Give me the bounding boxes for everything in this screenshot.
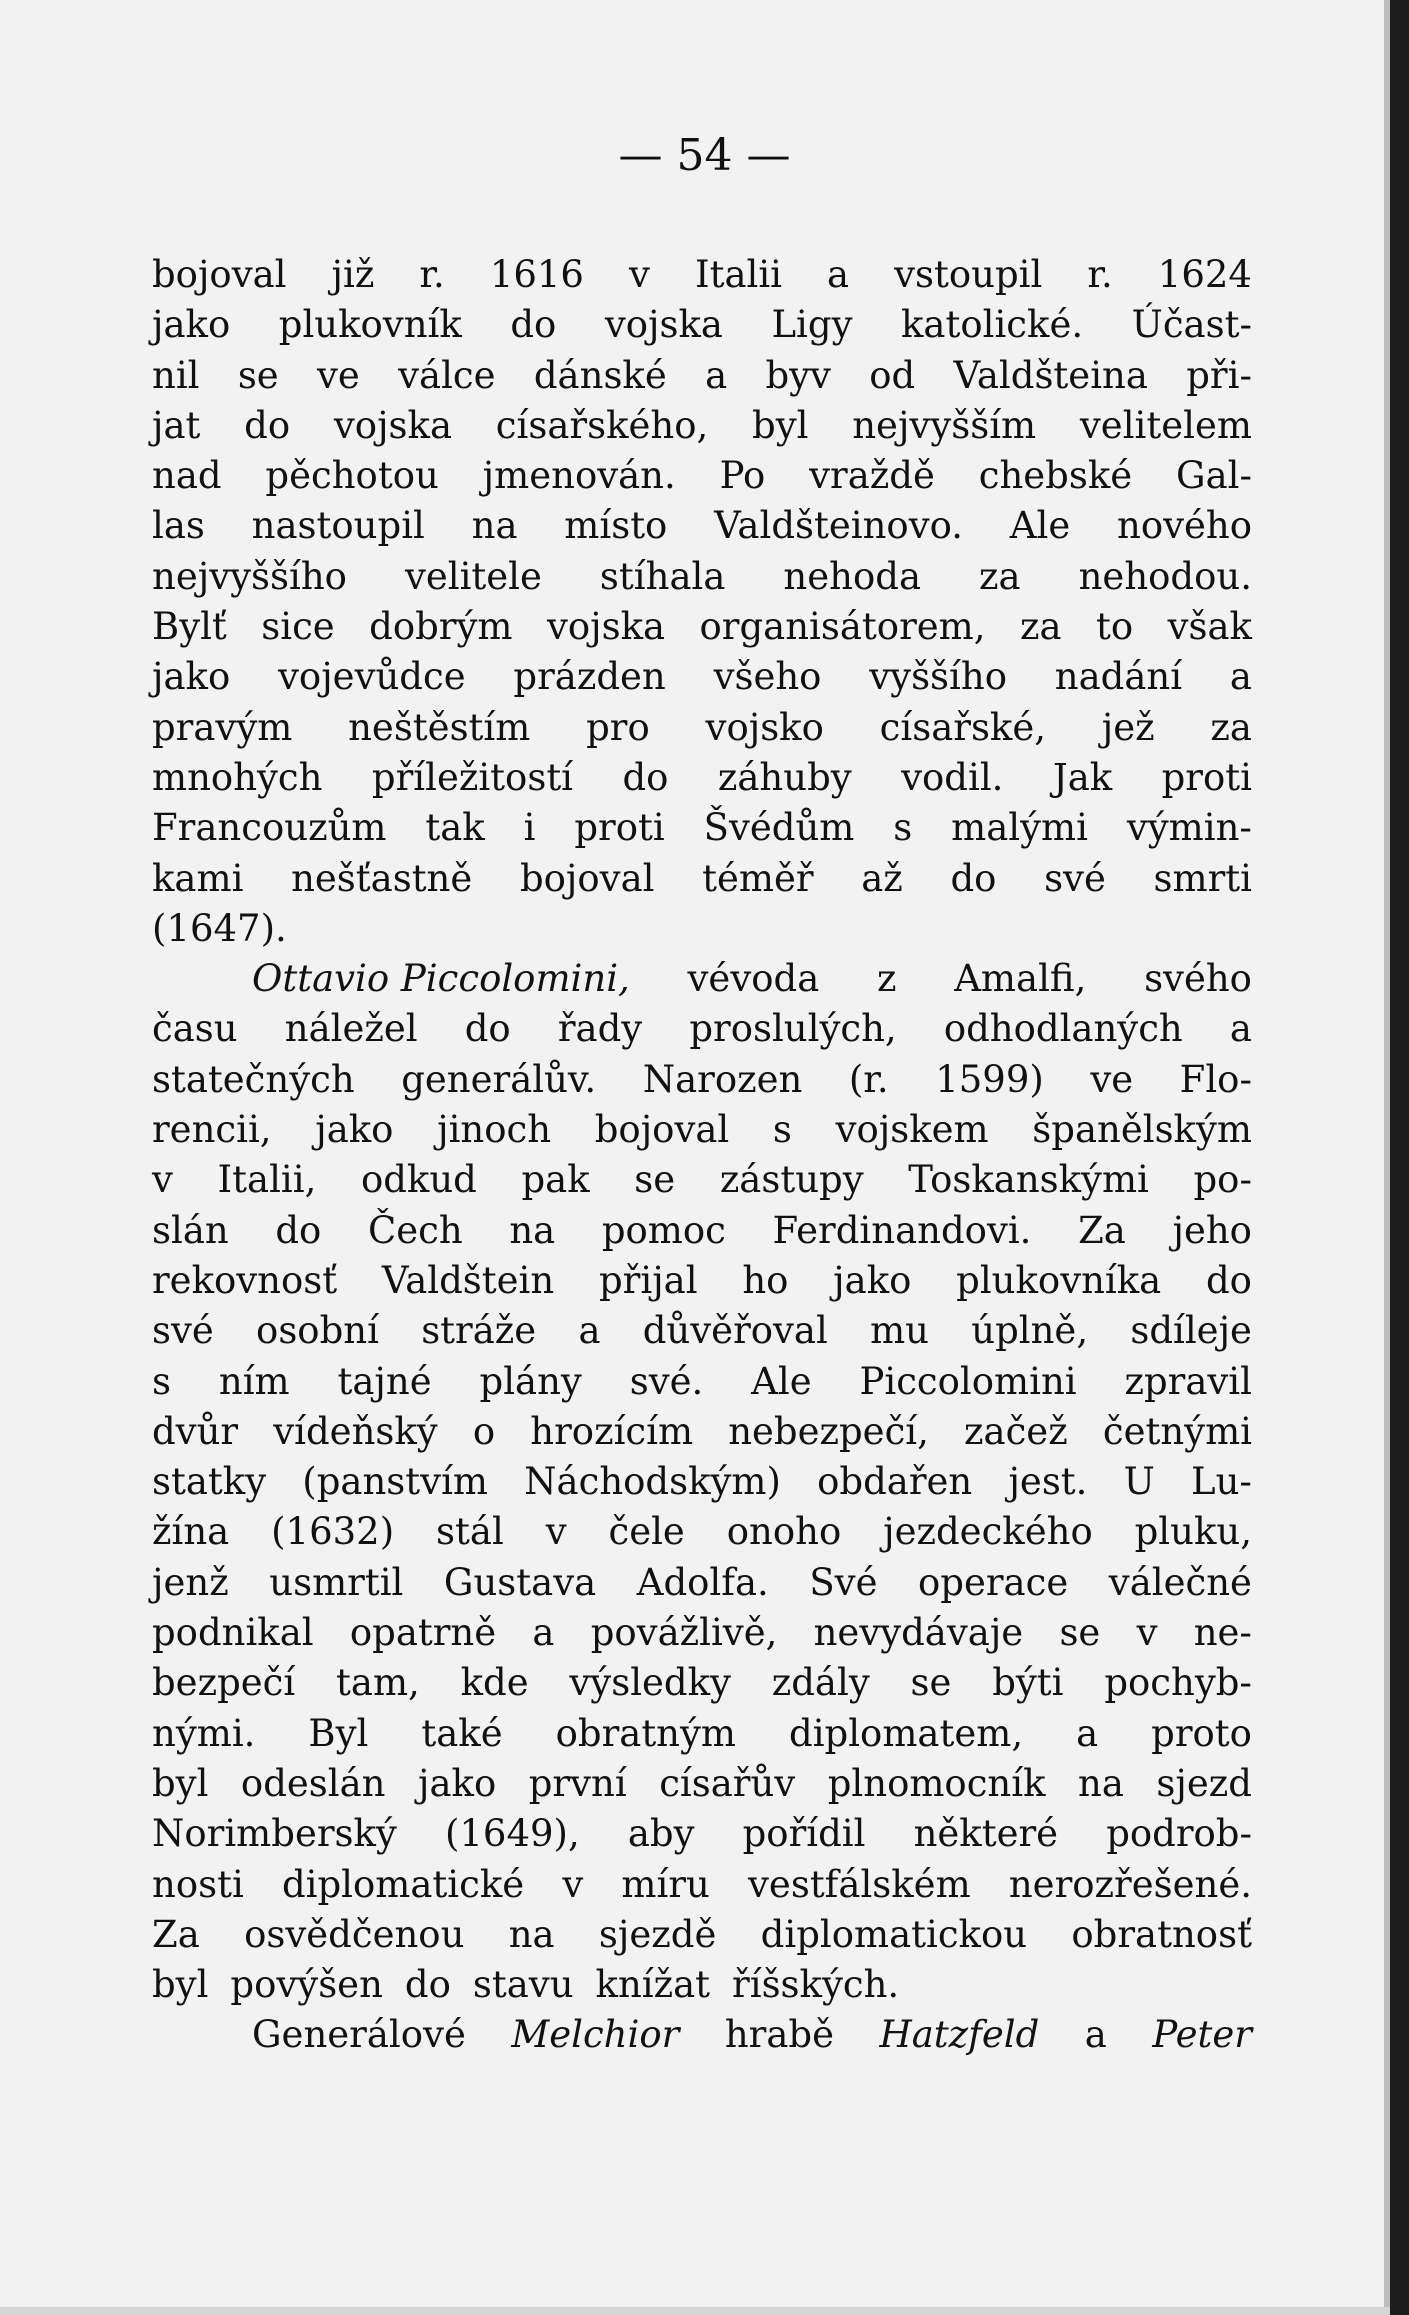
word: sjezd [1156, 1761, 1252, 1805]
word: tak [425, 806, 485, 850]
word: Narozen [642, 1057, 803, 1101]
word: Bylť [152, 605, 227, 649]
word: stavu [472, 1963, 574, 2007]
text-line [152, 1709, 1252, 1759]
word: 1599) [935, 1057, 1044, 1101]
word: nehoda [783, 554, 921, 598]
text-line [152, 1407, 1252, 1457]
word: nehodou. [1078, 554, 1252, 598]
word: obratným [555, 1711, 737, 1755]
word: plukovníka [956, 1258, 1162, 1302]
word: říšských. [732, 1963, 900, 2007]
text-line [152, 1206, 1252, 1256]
text-line [152, 1004, 1252, 1054]
word: a [705, 353, 728, 397]
word: od [869, 353, 916, 397]
word: tam, [336, 1661, 420, 1705]
word: a [1084, 2013, 1107, 2057]
word: Ale [751, 1359, 812, 1403]
word: (1632) [271, 1510, 395, 1554]
word: výmin- [1126, 806, 1252, 850]
word: záhuby [717, 755, 852, 799]
word: Ottavio Piccolomini, [252, 957, 630, 1001]
word: místo [564, 504, 668, 548]
page-number: — 54 — [618, 130, 791, 181]
word: stál [436, 1510, 504, 1554]
word: téměř [702, 856, 814, 900]
word: Valdšteina [953, 353, 1148, 397]
word: jat [152, 403, 201, 447]
word: Flo- [1179, 1057, 1252, 1101]
word: důvěřoval [642, 1309, 828, 1353]
word: Švédům [703, 806, 855, 850]
word: Ferdinandovi. [772, 1208, 1032, 1252]
word: ním [218, 1359, 290, 1403]
word: za [979, 554, 1021, 598]
word: dánské [533, 353, 667, 397]
word: s [893, 806, 913, 850]
word: při- [1186, 353, 1252, 397]
word: Melchior [511, 2013, 680, 2057]
word: Jak [1052, 755, 1113, 799]
word: a [578, 1309, 601, 1353]
word: statečných [152, 1057, 355, 1101]
word: a [1229, 655, 1252, 699]
word: Valdštein [381, 1258, 555, 1302]
word: Ligy [771, 303, 853, 347]
word: jako [152, 303, 231, 347]
word: nevydávaje [813, 1611, 1024, 1655]
word: pluku, [1134, 1510, 1252, 1554]
word: výsledky [569, 1661, 731, 1705]
word: nadání [1054, 655, 1183, 699]
word: stráže [421, 1309, 537, 1353]
word: jeho [1172, 1208, 1252, 1252]
word: U [1123, 1460, 1155, 1504]
word: proti [1161, 755, 1252, 799]
word: nerozřešené. [1008, 1862, 1252, 1906]
word: do [464, 1007, 511, 1051]
word: Čech [367, 1208, 463, 1252]
text-line [152, 1809, 1252, 1859]
word: vévoda [687, 957, 820, 1001]
word: proto [1151, 1711, 1252, 1755]
word: v [152, 1158, 173, 1202]
word: pořídil [742, 1812, 866, 1856]
word: do [404, 1963, 451, 2007]
word: odeslán [240, 1761, 386, 1805]
text-line [152, 652, 1252, 702]
word: až [861, 856, 903, 900]
word: plukovník [278, 303, 462, 347]
word: Náchodským) [524, 1460, 781, 1504]
word: se [634, 1158, 676, 1202]
word: to [1095, 605, 1134, 649]
text-line [152, 602, 1252, 652]
word: pěchotou [265, 454, 439, 498]
word: sice [261, 605, 335, 649]
word: povýšen [230, 1963, 383, 2007]
word: vodil. [901, 755, 1004, 799]
word: nejvyšším [852, 403, 1037, 447]
text-line [152, 703, 1252, 753]
word: některé [913, 1812, 1059, 1856]
word: do [950, 856, 997, 900]
word: vraždě [809, 454, 935, 498]
word: (panstvím [302, 1460, 488, 1504]
word: ne- [1193, 1611, 1252, 1655]
word: i [523, 806, 536, 850]
text-line [152, 1960, 1252, 2010]
word: nosti [152, 1862, 244, 1906]
word: přijal [598, 1258, 698, 1302]
word: Hatzfeld [879, 2013, 1040, 2057]
word: bezpečí [152, 1661, 296, 1705]
word: své [1044, 856, 1106, 900]
word: smrti [1153, 856, 1252, 900]
word: do [1206, 1258, 1252, 1302]
word: Gustava [443, 1560, 597, 1604]
word: usmrtil [269, 1560, 404, 1604]
word: býti [992, 1661, 1064, 1705]
word: las [152, 504, 205, 548]
word: zdály [771, 1661, 870, 1705]
word: velitelem [1079, 403, 1252, 447]
word: své. [629, 1359, 704, 1403]
word: odkud [360, 1158, 477, 1202]
word: diplomatické [281, 1862, 525, 1906]
word: nového [1116, 504, 1252, 548]
word: Adolfa. [636, 1560, 769, 1604]
word: r. [419, 253, 445, 296]
word: v [545, 1510, 567, 1554]
word: kami [152, 856, 244, 900]
word: za [1210, 705, 1252, 749]
word: nil [152, 353, 200, 397]
word: na [509, 1208, 556, 1252]
word: vojskem [835, 1108, 989, 1152]
word: do [275, 1208, 322, 1252]
word: opatrně [349, 1611, 497, 1655]
word: 1624 [1157, 253, 1252, 296]
word: obdařen [817, 1460, 973, 1504]
word: za [1019, 605, 1062, 649]
word: jezdeckého [883, 1510, 1093, 1554]
word: do [244, 403, 291, 447]
text-line [152, 401, 1252, 451]
word: obratnosť [1071, 1912, 1252, 1956]
word: Gal- [1176, 454, 1252, 498]
word: svého [1144, 957, 1252, 1001]
word: Valdšteinovo. [714, 504, 963, 548]
text-line [152, 1357, 1252, 1407]
word: rekovnosť [152, 1258, 338, 1302]
word: malými [951, 806, 1088, 850]
word: vojska [604, 303, 723, 347]
word: v [1136, 1611, 1158, 1655]
word: do [622, 755, 669, 799]
word: zpravil [1124, 1359, 1252, 1403]
word: Své [809, 1560, 878, 1604]
text-line [152, 904, 1252, 954]
word: diplomatickou [760, 1912, 1028, 1956]
word: plány [479, 1359, 582, 1403]
word: aby [627, 1812, 695, 1856]
word: Ale [1009, 504, 1071, 548]
word: chebské [978, 454, 1133, 498]
word: nad [152, 454, 222, 498]
text-line [152, 854, 1252, 904]
word: 1616 [489, 253, 584, 296]
word: byl [152, 1761, 209, 1805]
word: se [1059, 1611, 1101, 1655]
word: (1647). [152, 906, 287, 950]
word: slán [152, 1208, 229, 1252]
word: v [629, 253, 650, 296]
word: (1649), [444, 1812, 580, 1856]
word: vyššího [869, 655, 1007, 699]
word: neštěstím [348, 705, 531, 749]
word: katolické. [901, 303, 1084, 347]
word: vojska [546, 605, 666, 649]
text-line [152, 1306, 1252, 1356]
word: začež [964, 1409, 1068, 1453]
page-bottom-edge [0, 2307, 1390, 2315]
word: nebezpečí, [728, 1409, 929, 1453]
word: jmenován. [482, 454, 676, 498]
word: se [910, 1661, 952, 1705]
word: nejvyššího [152, 554, 347, 598]
word: Generálové [252, 2013, 466, 2057]
text-line [152, 451, 1252, 501]
word: příležitostí [371, 755, 574, 799]
word: nešťastně [291, 856, 473, 900]
word: Toskanskými [908, 1158, 1149, 1202]
word: čele [608, 1510, 685, 1554]
text-line [152, 1759, 1252, 1809]
word: Amalfi, [954, 957, 1087, 1001]
word: jenž [152, 1560, 229, 1604]
text-line [152, 1256, 1252, 1306]
word: však [1167, 605, 1252, 649]
word: byv [765, 353, 831, 397]
word: ve [1090, 1057, 1134, 1101]
word: v [562, 1862, 584, 1906]
word: na [471, 504, 518, 548]
word: jako [833, 1258, 912, 1302]
word: Francouzům [152, 806, 387, 850]
word: sdíleje [1130, 1309, 1252, 1353]
word: vojevůdce [278, 655, 466, 699]
word: po- [1193, 1158, 1252, 1202]
word: míru [621, 1862, 710, 1906]
word: statky [152, 1460, 267, 1504]
word: onoho [726, 1510, 842, 1554]
word: jako [152, 655, 231, 699]
word: hrozícím [530, 1409, 694, 1453]
word: Byl [308, 1711, 369, 1755]
text-line [152, 2010, 1252, 2060]
text-line [152, 1860, 1252, 1910]
word: ho [742, 1258, 789, 1302]
word: byl [752, 403, 809, 447]
word: Piccolomini [859, 1359, 1077, 1403]
word: císařské, [879, 705, 1047, 749]
word: o [472, 1409, 496, 1453]
word: sjezdě [598, 1912, 717, 1956]
text-line [152, 1608, 1252, 1658]
word: kde [460, 1661, 529, 1705]
word: jinoch [437, 1108, 552, 1152]
word: pochyb- [1104, 1661, 1252, 1705]
word: Po [719, 454, 766, 498]
word: ve [317, 353, 360, 397]
text-line [152, 1457, 1252, 1507]
word: vestfálském [748, 1862, 971, 1906]
word: organisátorem, [699, 605, 986, 649]
word: první [528, 1761, 627, 1805]
word: zástupy [719, 1158, 864, 1202]
text-line [152, 250, 1252, 300]
text-line [152, 552, 1252, 602]
word: s [152, 1359, 171, 1403]
word: generálův. [401, 1057, 597, 1101]
text-line [152, 1105, 1252, 1155]
text-line [152, 753, 1252, 803]
word: Norimberský [152, 1812, 397, 1856]
word: bojoval [519, 856, 655, 900]
word: pro [586, 705, 650, 749]
word: plnomocník [827, 1761, 1046, 1805]
scan-border [1390, 0, 1409, 2315]
text-line [152, 1507, 1252, 1557]
word: knížat [595, 1963, 711, 2007]
word: mu [870, 1309, 929, 1353]
word: velitele [404, 554, 542, 598]
word: hrabě [724, 2013, 834, 2057]
word: Lu- [1191, 1460, 1252, 1504]
word: tajné [337, 1359, 432, 1403]
word: dvůr [152, 1409, 239, 1453]
word: válečné [1108, 1560, 1252, 1604]
word: osvědčenou [244, 1912, 465, 1956]
word: také [421, 1711, 503, 1755]
word: španělským [1032, 1108, 1252, 1152]
text-line [152, 1055, 1252, 1105]
word: času [152, 1007, 238, 1051]
word: s [772, 1108, 792, 1152]
text-line [152, 501, 1252, 551]
word: stíhala [599, 554, 726, 598]
word: prázden [513, 655, 666, 699]
word: úplně, [971, 1309, 1089, 1353]
word: Za [152, 1912, 200, 1956]
word: vídeňský [273, 1409, 438, 1453]
word: a [1076, 1711, 1099, 1755]
word: jest. [1008, 1460, 1088, 1504]
word: dobrým [369, 605, 513, 649]
word: nými. [152, 1711, 256, 1755]
word: své [152, 1309, 214, 1353]
body-text [152, 250, 1252, 2061]
word: náležel [284, 1007, 418, 1051]
text-line [152, 1155, 1252, 1205]
word: jako [418, 1761, 497, 1805]
word: bojoval [594, 1108, 730, 1152]
word: a [827, 253, 850, 296]
word: vojsko [705, 705, 824, 749]
word: císařského, [495, 403, 709, 447]
word: císařův [659, 1761, 796, 1805]
word: r. [1087, 253, 1113, 296]
word: byl [152, 1963, 209, 2007]
word: Italii, [217, 1158, 317, 1202]
text-line [152, 300, 1252, 350]
word: proslulých, [689, 1007, 897, 1051]
word: pak [521, 1158, 590, 1202]
word: na [1078, 1761, 1124, 1805]
text-line [152, 954, 1252, 1004]
word: mnohých [152, 755, 323, 799]
word: diplomatem, [789, 1711, 1024, 1755]
word: odhodlaných [943, 1007, 1183, 1051]
word: se [237, 353, 279, 397]
word: vstoupil [894, 253, 1043, 296]
word: Za [1078, 1208, 1126, 1252]
word: pravým [152, 705, 293, 749]
word: řady [557, 1007, 643, 1051]
word: jako [315, 1108, 394, 1152]
word: válce [398, 353, 496, 397]
word: a [532, 1611, 555, 1655]
word: osobní [256, 1309, 379, 1353]
word: bojoval [152, 253, 287, 296]
word: Peter [1152, 2013, 1252, 2057]
word: jež [1101, 705, 1155, 749]
text-line [152, 1910, 1252, 1960]
word: četnými [1102, 1409, 1252, 1453]
word: podrob- [1106, 1812, 1252, 1856]
word: (r. [848, 1057, 889, 1101]
word: do [510, 303, 557, 347]
word: Italii [694, 253, 782, 296]
word: rencii, [152, 1108, 272, 1152]
text-line [152, 803, 1252, 853]
word: na [508, 1912, 555, 1956]
word: povážlivě, [590, 1611, 778, 1655]
text-line [152, 1658, 1252, 1708]
text-line [152, 1558, 1252, 1608]
word: žína [152, 1510, 230, 1554]
word: vojska [333, 403, 453, 447]
word: Účast- [1131, 303, 1252, 347]
word: z [876, 957, 897, 1001]
word: nastoupil [251, 504, 425, 548]
word: operace [918, 1560, 1069, 1604]
word: pomoc [601, 1208, 726, 1252]
word: všeho [713, 655, 822, 699]
word: a [1229, 1007, 1252, 1051]
word: již [331, 253, 375, 296]
word: podnikal [152, 1611, 314, 1655]
word: proti [574, 806, 665, 850]
text-line [152, 351, 1252, 401]
